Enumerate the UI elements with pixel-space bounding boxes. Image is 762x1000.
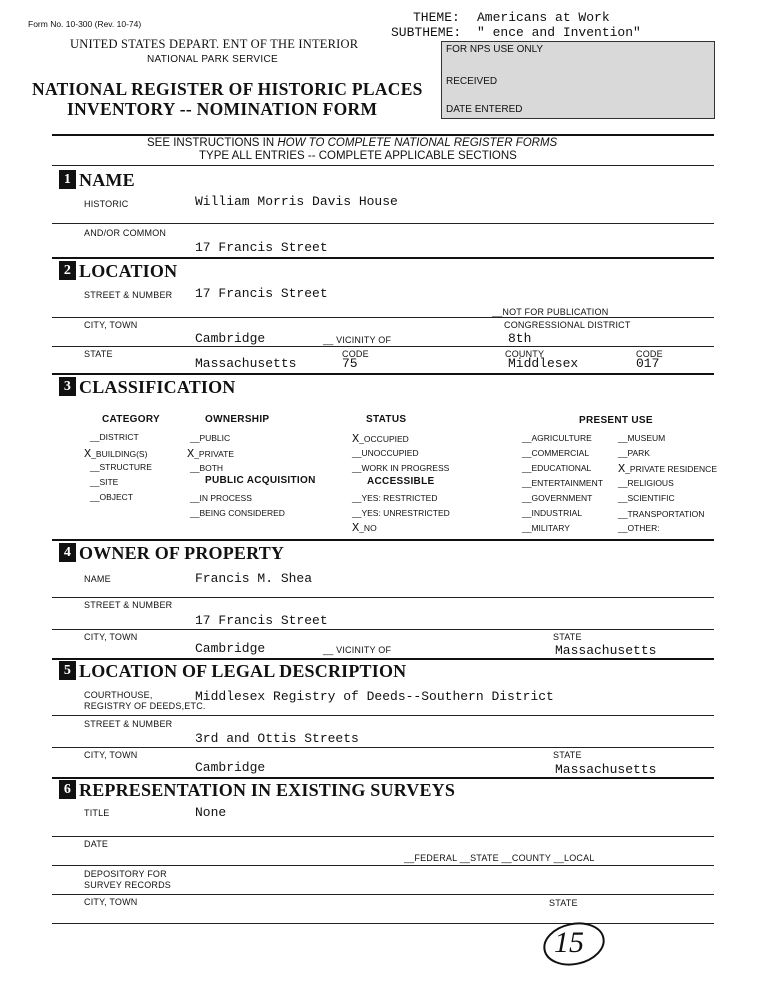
- owner-vicinity-label: __ VICINITY OF: [323, 645, 392, 655]
- checkbox-being-considered: __BEING CONSIDERED: [190, 508, 285, 518]
- public-acquisition-heading: PUBLIC ACQUISITION: [205, 475, 316, 486]
- owner-street-value: 17 Francis Street: [195, 613, 328, 628]
- owner-city-value: Cambridge: [195, 641, 266, 656]
- checkbox-agriculture: __AGRICULTURE: [522, 433, 592, 443]
- vicinity-label: __ VICINITY OF: [323, 335, 392, 345]
- subtheme-label: SUBTHEME:: [391, 25, 462, 40]
- congressional-district-value: 8th: [508, 331, 532, 346]
- checkbox-entertainment: __ENTERTAINMENT: [522, 478, 603, 488]
- congressional-district-label: CONGRESSIONAL DISTRICT: [504, 320, 631, 330]
- state-code-value: 75: [342, 356, 358, 371]
- legal-state-label: STATE: [553, 750, 582, 760]
- divider: [52, 539, 714, 541]
- form-title-line2: INVENTORY -- NOMINATION FORM: [67, 99, 378, 119]
- status-heading: STATUS: [366, 414, 407, 425]
- county-value: Middlesex: [508, 356, 579, 371]
- city-label: CITY, TOWN: [84, 320, 138, 330]
- checkbox-yes-unrestricted: __YES: UNRESTRICTED: [352, 508, 450, 518]
- depository-label-2: SURVEY RECORDS: [84, 880, 171, 890]
- legal-city-label: CITY, TOWN: [84, 750, 138, 760]
- depository-label-1: DEPOSITORY FOR: [84, 869, 167, 879]
- checkbox-public: __PUBLIC: [190, 433, 231, 443]
- checkbox-district: __DISTRICT: [90, 432, 139, 442]
- legal-state-value: Massachusetts: [555, 762, 657, 777]
- state-value: Massachusetts: [195, 356, 297, 371]
- historic-label: HISTORIC: [84, 199, 129, 209]
- checkbox-military: __MILITARY: [522, 523, 570, 533]
- instructions-line: SEE INSTRUCTIONS IN HOW TO COMPLETE NATIONAL REGISTER FORMS: [147, 137, 558, 149]
- courthouse-value: Middlesex Registry of Deeds--Southern District: [195, 689, 554, 704]
- section-3-heading: 3 CLASSIFICATION: [59, 377, 236, 398]
- divider: [52, 865, 714, 866]
- legal-street-value: 3rd and Ottis Streets: [195, 731, 359, 746]
- section-number: 4: [59, 543, 76, 562]
- divider: [52, 134, 714, 136]
- divider: [52, 346, 714, 347]
- accessible-heading: ACCESSIBLE: [367, 476, 435, 487]
- theme-value: Americans at Work: [477, 10, 610, 25]
- survey-levels: __FEDERAL __STATE __COUNTY __LOCAL: [404, 853, 595, 863]
- checkbox-religious: __RELIGIOUS: [618, 478, 674, 488]
- legal-street-label: STREET & NUMBER: [84, 719, 173, 729]
- divider: [52, 629, 714, 630]
- checkbox-structure: __STRUCTURE: [90, 462, 152, 472]
- checkbox-educational: __EDUCATIONAL: [522, 463, 592, 473]
- divider: [52, 373, 714, 375]
- nps-use-only-box: [441, 41, 715, 119]
- county-label: COUNTY: [505, 349, 545, 359]
- section-number: 3: [59, 377, 76, 396]
- checkbox-private-residence: X_PRIVATE RESIDENCE: [618, 462, 717, 476]
- common-name-label: AND/OR COMMON: [84, 228, 167, 238]
- historic-name-value: William Morris Davis House: [195, 194, 398, 209]
- checkbox-site: __SITE: [90, 477, 119, 487]
- divider: [52, 747, 714, 748]
- section-number: 2: [59, 261, 76, 280]
- registry-label: REGISTRY OF DEEDS,ETC.: [84, 701, 206, 711]
- survey-title-value: None: [195, 805, 227, 820]
- checkbox-park: __PARK: [618, 448, 650, 458]
- owner-name-label: NAME: [84, 574, 111, 584]
- survey-title-label: TITLE: [84, 808, 110, 818]
- section-2-heading: 2 LOCATION: [59, 261, 177, 282]
- divider: [52, 777, 714, 779]
- checkbox-both: __BOTH: [190, 463, 224, 473]
- nps-use-only-label: FOR NPS USE ONLY: [446, 44, 544, 55]
- divider: [52, 317, 714, 318]
- survey-state-label: STATE: [549, 898, 578, 908]
- divider: [52, 715, 714, 716]
- owner-state-value: Massachusetts: [555, 643, 657, 658]
- divider: [52, 257, 714, 259]
- theme-label: THEME:: [413, 10, 460, 25]
- not-for-publication: __NOT FOR PUBLICATION: [492, 307, 609, 317]
- type-all-entries: TYPE ALL ENTRIES -- COMPLETE APPLICABLE SECTIONS: [199, 150, 517, 162]
- page-number: 15: [554, 926, 584, 959]
- owner-street-label: STREET & NUMBER: [84, 600, 173, 610]
- state-code-label: CODE: [342, 349, 369, 359]
- checkbox-yes-restricted: __YES: RESTRICTED: [352, 493, 438, 503]
- section-number: 5: [59, 661, 76, 680]
- ownership-heading: OWNERSHIP: [205, 414, 270, 425]
- section-1-heading: 1 NAME: [59, 170, 135, 191]
- owner-name-value: Francis M. Shea: [195, 571, 313, 586]
- received-label: RECEIVED: [446, 76, 498, 87]
- service-name: NATIONAL PARK SERVICE: [147, 54, 278, 65]
- survey-city-label: CITY, TOWN: [84, 897, 138, 907]
- divider: [52, 923, 714, 924]
- checkbox-no: X_NO: [352, 521, 377, 535]
- section-6-heading: 6 REPRESENTATION IN EXISTING SURVEYS: [59, 780, 455, 801]
- checkbox-occupied: X_OCCUPIED: [352, 432, 409, 446]
- checkbox-work-in-progress: __WORK IN PROGRESS: [352, 463, 450, 473]
- divider: [52, 597, 714, 598]
- courthouse-label: COURTHOUSE,: [84, 690, 153, 700]
- divider: [52, 894, 714, 895]
- checkbox-commercial: __COMMERCIAL: [522, 448, 590, 458]
- survey-date-label: DATE: [84, 839, 109, 849]
- section-4-heading: 4 OWNER OF PROPERTY: [59, 543, 284, 564]
- divider: [52, 223, 714, 224]
- checkbox-transportation: __TRANSPORTATION: [618, 509, 705, 519]
- checkbox-scientific: __SCIENTIFIC: [618, 493, 675, 503]
- legal-city-value: Cambridge: [195, 760, 266, 775]
- divider: [52, 658, 714, 660]
- divider: [52, 836, 714, 837]
- checkbox-museum: __MUSEUM: [618, 433, 666, 443]
- checkbox-building: X_BUILDING(S): [84, 447, 148, 461]
- section-number: 6: [59, 780, 76, 799]
- owner-state-label: STATE: [553, 632, 582, 642]
- category-heading: CATEGORY: [102, 414, 160, 425]
- form-number: Form No. 10-300 (Rev. 10-74): [28, 19, 142, 29]
- divider: [52, 165, 714, 166]
- owner-city-label: CITY, TOWN: [84, 632, 138, 642]
- present-use-heading: PRESENT USE: [579, 415, 653, 426]
- street-label: STREET & NUMBER: [84, 290, 173, 300]
- subtheme-value: " ence and Invention": [477, 25, 641, 40]
- form-title-line1: NATIONAL REGISTER OF HISTORIC PLACES: [32, 79, 423, 99]
- city-value: Cambridge: [195, 331, 266, 346]
- state-label: STATE: [84, 349, 113, 359]
- checkbox-unoccupied: __UNOCCUPIED: [352, 448, 419, 458]
- street-value: 17 Francis Street: [195, 286, 328, 301]
- common-name-value: 17 Francis Street: [195, 240, 328, 255]
- county-code-label: CODE: [636, 349, 663, 359]
- checkbox-in-process: __IN PROCESS: [190, 493, 252, 503]
- section-number: 1: [59, 170, 76, 189]
- county-code-value: 017: [636, 356, 660, 371]
- checkbox-industrial: __INDUSTRIAL: [522, 508, 582, 518]
- checkbox-object: __OBJECT: [90, 492, 133, 502]
- checkbox-government: __GOVERNMENT: [522, 493, 593, 503]
- checkbox-other: __OTHER:: [618, 523, 660, 533]
- date-entered-label: DATE ENTERED: [446, 104, 523, 115]
- section-5-heading: 5 LOCATION OF LEGAL DESCRIPTION: [59, 661, 406, 682]
- department-name: UNITED STATES DEPART. ENT OF THE INTERIOR: [70, 37, 359, 51]
- checkbox-private: X_PRIVATE: [187, 447, 235, 461]
